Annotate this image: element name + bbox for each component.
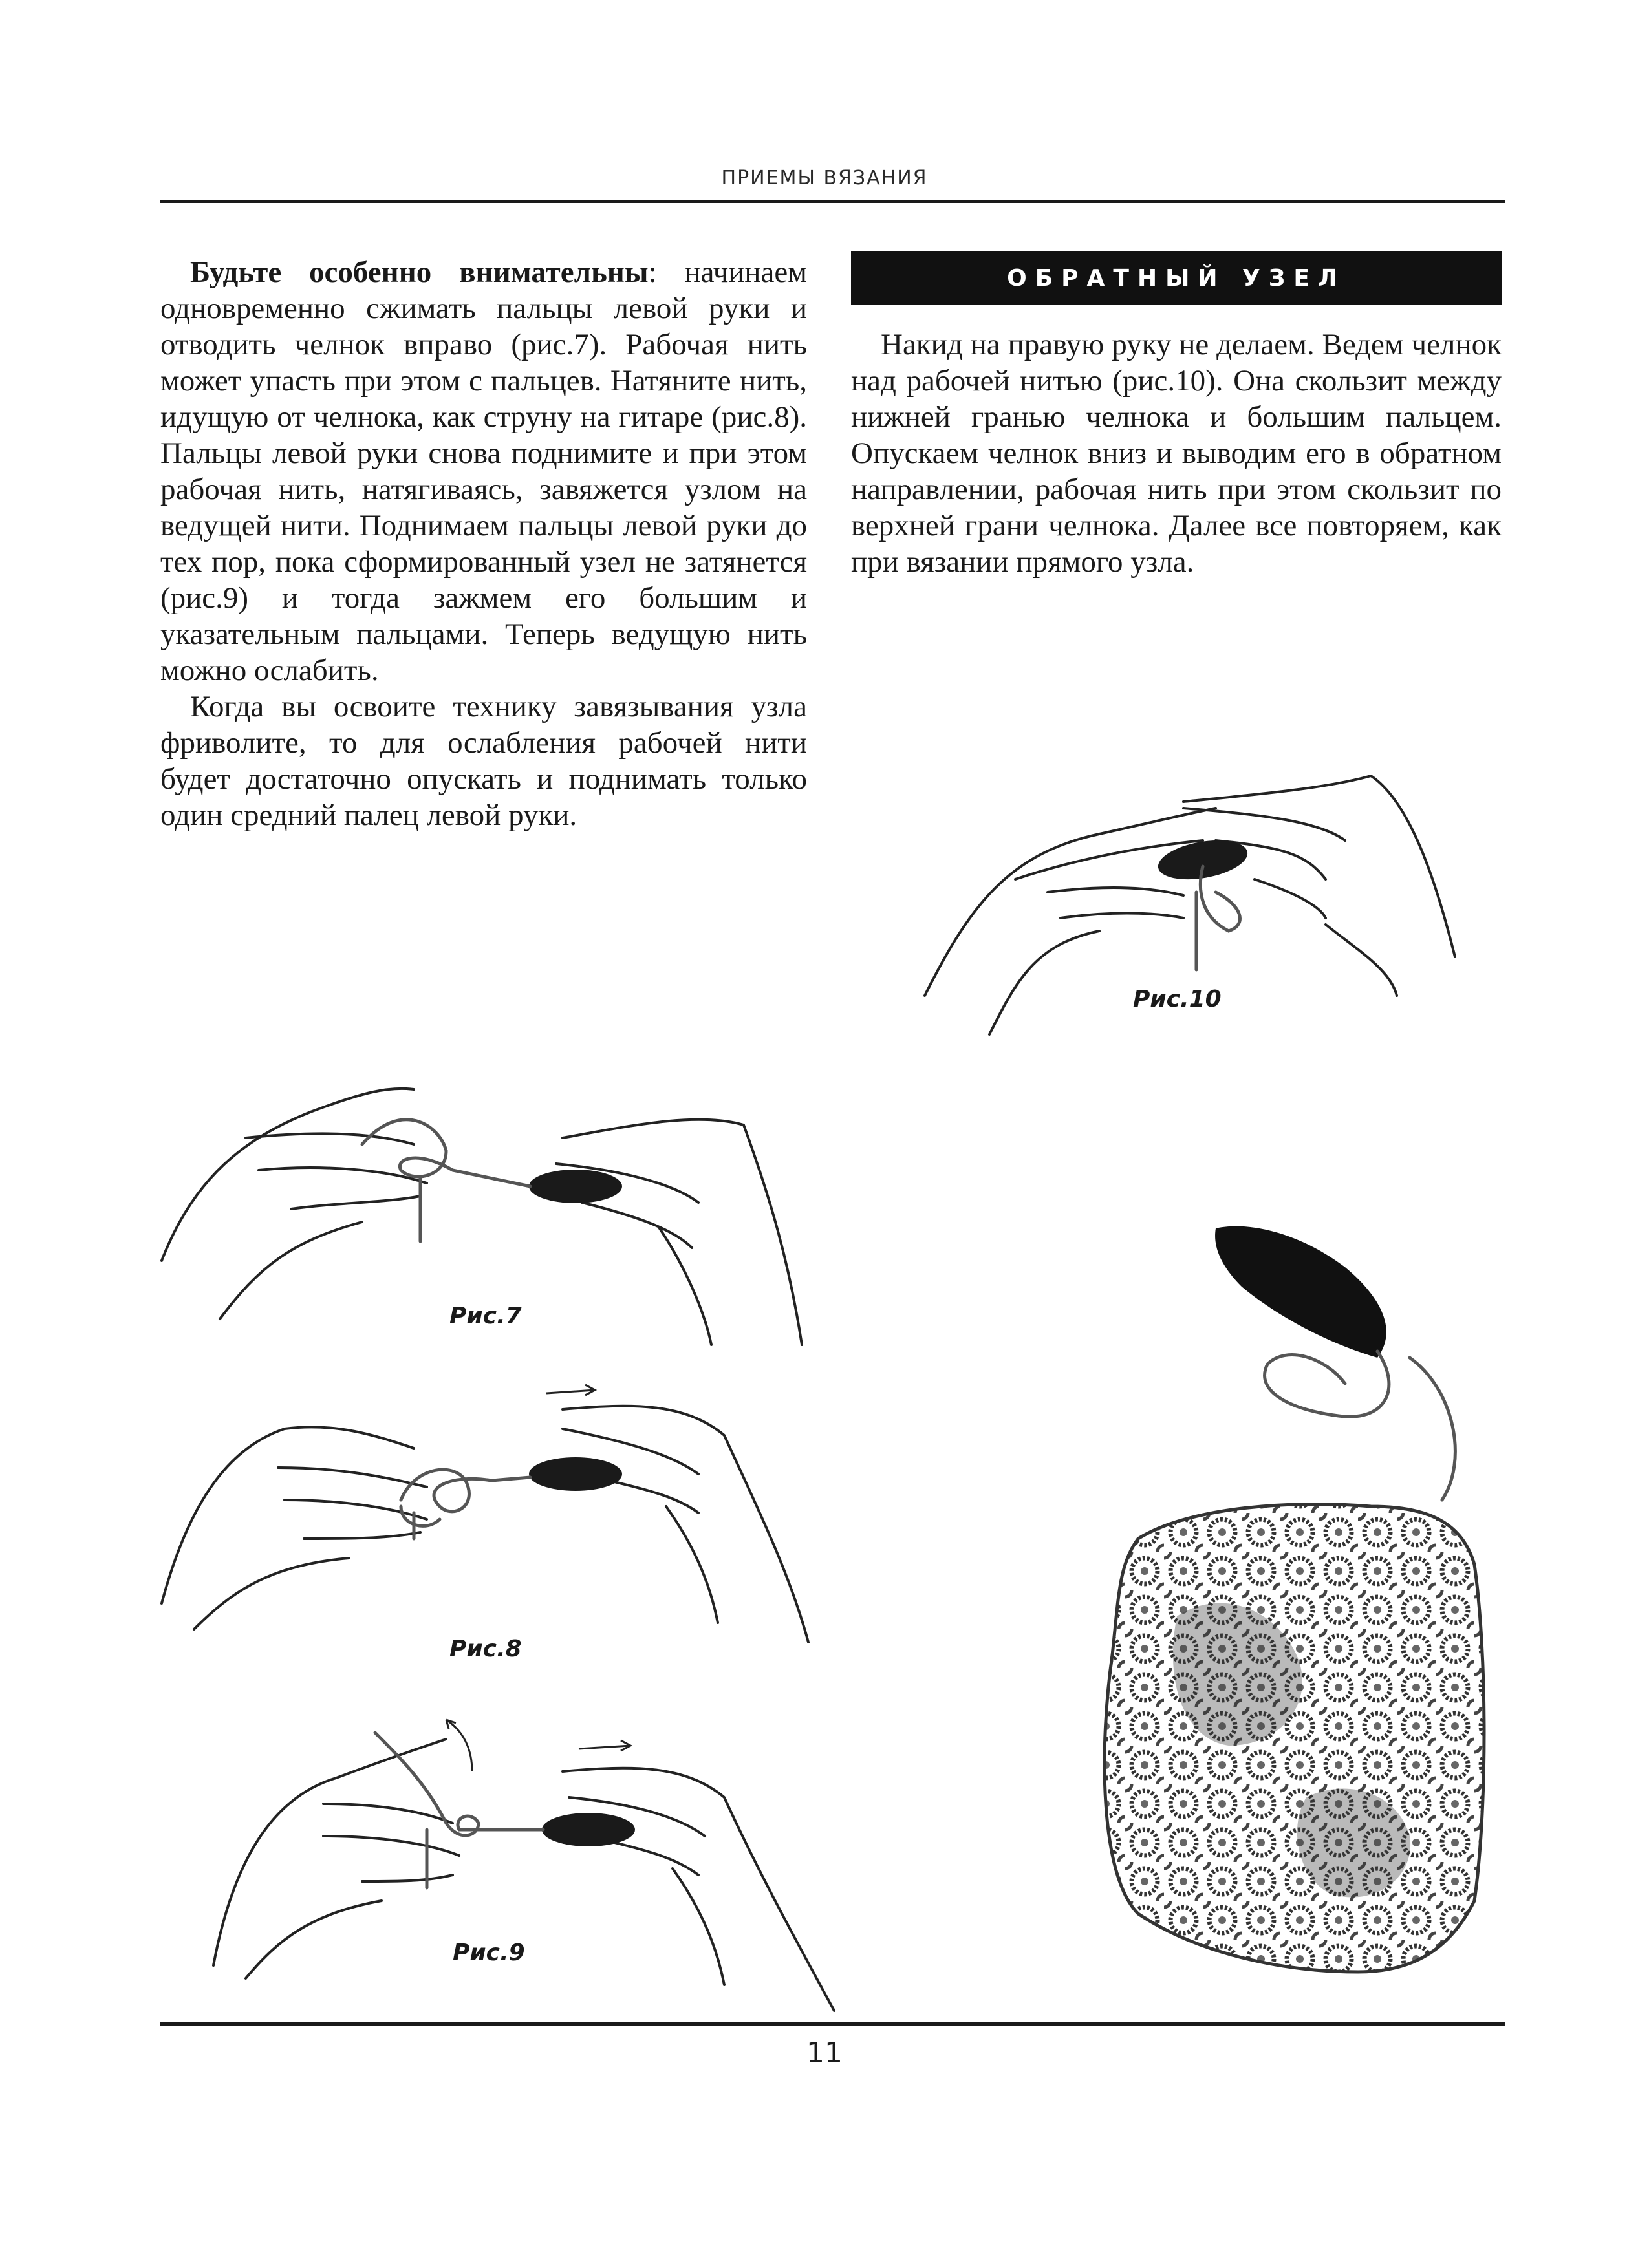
emphasis-text: Будьте особенно внимательны xyxy=(190,255,649,289)
lace-photo xyxy=(1105,1226,1484,1972)
fig8-hands xyxy=(162,1385,808,1642)
bottom-rule xyxy=(160,2022,1505,2026)
right-column xyxy=(851,326,1502,580)
top-rule xyxy=(160,200,1505,203)
page-number: 11 xyxy=(806,2037,843,2070)
section-title-bar xyxy=(851,251,1502,305)
fig10-caption: Рис.10 xyxy=(1133,986,1222,1012)
left-paragraph-2: Когда вы освоите технику завязывания узла фриволите, то для ослабления рабочей нити будет достаточно опускать и поднимать только один средний палец левой руки. xyxy=(160,690,807,832)
fig9-caption: Рис.9 xyxy=(453,1940,525,1966)
fig8-caption: Рис.8 xyxy=(449,1636,522,1662)
left-paragraph-1 xyxy=(160,254,807,689)
left-column xyxy=(160,254,807,833)
paragraph-1-text: : начинаем одновременно сжимать пальцы левой руки и отводить челнок вправо (рис.7). Рабочая нить может упасть при этом с пальцев. Натяните нить, идущую от челнока, как струну на гитаре (рис.8). Пальцы левой руки снова поднимите и при этом рабочая нить, натягиваясь, завяжется узлом на ведущей нити. Поднимаем пальцы левой руки до тех пор, пока сформированный узел не затянется (рис.9) и тогда зажмем его большим и указательным пальцами. Теперь ведущую нить можно ослабить. xyxy=(160,255,807,687)
fig7-caption: Рис.7 xyxy=(449,1303,522,1329)
fig9-hands xyxy=(213,1720,834,2011)
section-title: ОБРАТНЫЙ УЗЕЛ xyxy=(1007,264,1346,292)
right-paragraph-1: Накид на правую руку не делаем. Ведем челнок над рабочей нитью (рис.10). Она скользит между нижней гранью челнока и большим пальцем. Опускаем челнок вниз и выводим его в обратном направлении, рабочая нить при этом скользит по верхней грани челнока. Далее все повторяем, как при вязании прямого узла. xyxy=(851,328,1502,579)
running-head: ПРИЕМЫ ВЯЗАНИЯ xyxy=(721,167,928,189)
